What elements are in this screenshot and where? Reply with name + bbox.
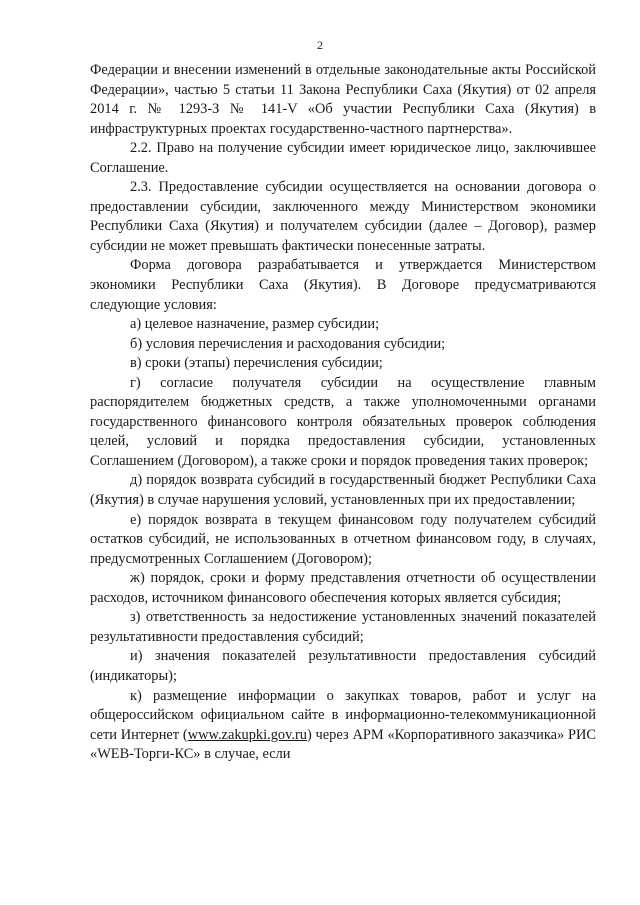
list-item-k-text-end: ) через АРМ «Корпоративного заказчика» РИС «WEB-Торги-КС» в случае, если bbox=[90, 726, 596, 763]
list-item-b: б) условия перечисления и расходования субсидии; bbox=[130, 335, 446, 352]
list-item-a: а) целевое назначение, размер субсидии; bbox=[130, 316, 380, 333]
list-item-i: и) значения показателей результативности предоставления субсидий (индикаторы); bbox=[90, 648, 596, 684]
paragraph-2-2: 2.2. Право на получение субсидии имеет юридическое лицо, заключившее Соглашение. bbox=[90, 140, 596, 176]
list-item-v: в) сроки (этапы) перечисления субсидии; bbox=[130, 355, 383, 372]
paragraph-continuation: Федерации и внесении изменений в отдельные законодательные акты Российской Федерации», частью 5 статьи 11 Закона Республики Саха (Якутия) от 02 апреля 2014 г. № 1293-З № 141-V «Об участии Республики Саха (Якутия) в инфраструктурных проектах государственно-частного партнерства». bbox=[90, 62, 596, 137]
list-item-z: з) ответственность за недостижение установленных значений показателей результативности предоставления субсидий; bbox=[90, 609, 596, 645]
page-number: 2 bbox=[317, 38, 323, 52]
zakupki-link[interactable]: www.zakupki.gov.ru bbox=[187, 726, 307, 743]
list-item-k bbox=[90, 687, 596, 765]
list-item-e: е) порядок возврата в текущем финансовом году получателем субсидий остатков субсидий, не использованных в отчетном финансовом году, в случаях, предусмотренных Соглашением (Договором); bbox=[90, 511, 596, 567]
paragraph-contract-form: Форма договора разрабатывается и утверждается Министерством экономики Республики Саха (Якутия). В Договоре предусматриваются следующие условия: bbox=[90, 257, 596, 313]
paragraph-2-3: 2.3. Предоставление субсидии осуществляется на основании договора о предоставлении субсидии, заключенного между Министерством экономики Республики Саха (Якутия) и получателем субсидии (далее – Договор), размер субсидии не может превышать фактически понесенные затраты. bbox=[90, 179, 596, 254]
document-body bbox=[90, 61, 596, 765]
list-item-k-text-start: к) размещение информации о закупках товаров, работ и услуг на общероссийском официальном сайте в информационно-телекоммуникационной сети Интернет ( bbox=[90, 687, 596, 743]
list-item-g: г) согласие получателя субсидии на осуществление главным распорядителем бюджетных средств, а также уполномоченными органами государственного финансового контроля обязательных проверок соблюдения целей, условий и порядка предоставления субсидии, установленных Соглашением (Договором), а также сроки и порядок проведения таких проверок; bbox=[90, 374, 596, 469]
list-item-zh: ж) порядок, сроки и форму представления отчетности об осуществлении расходов, источником финансового обеспечения которых является субсидия; bbox=[90, 570, 596, 606]
list-item-d: д) порядок возврата субсидий в государственный бюджет Республики Саха (Якутия) в случае нарушения условий, установленных при их предоставлении; bbox=[90, 472, 596, 509]
